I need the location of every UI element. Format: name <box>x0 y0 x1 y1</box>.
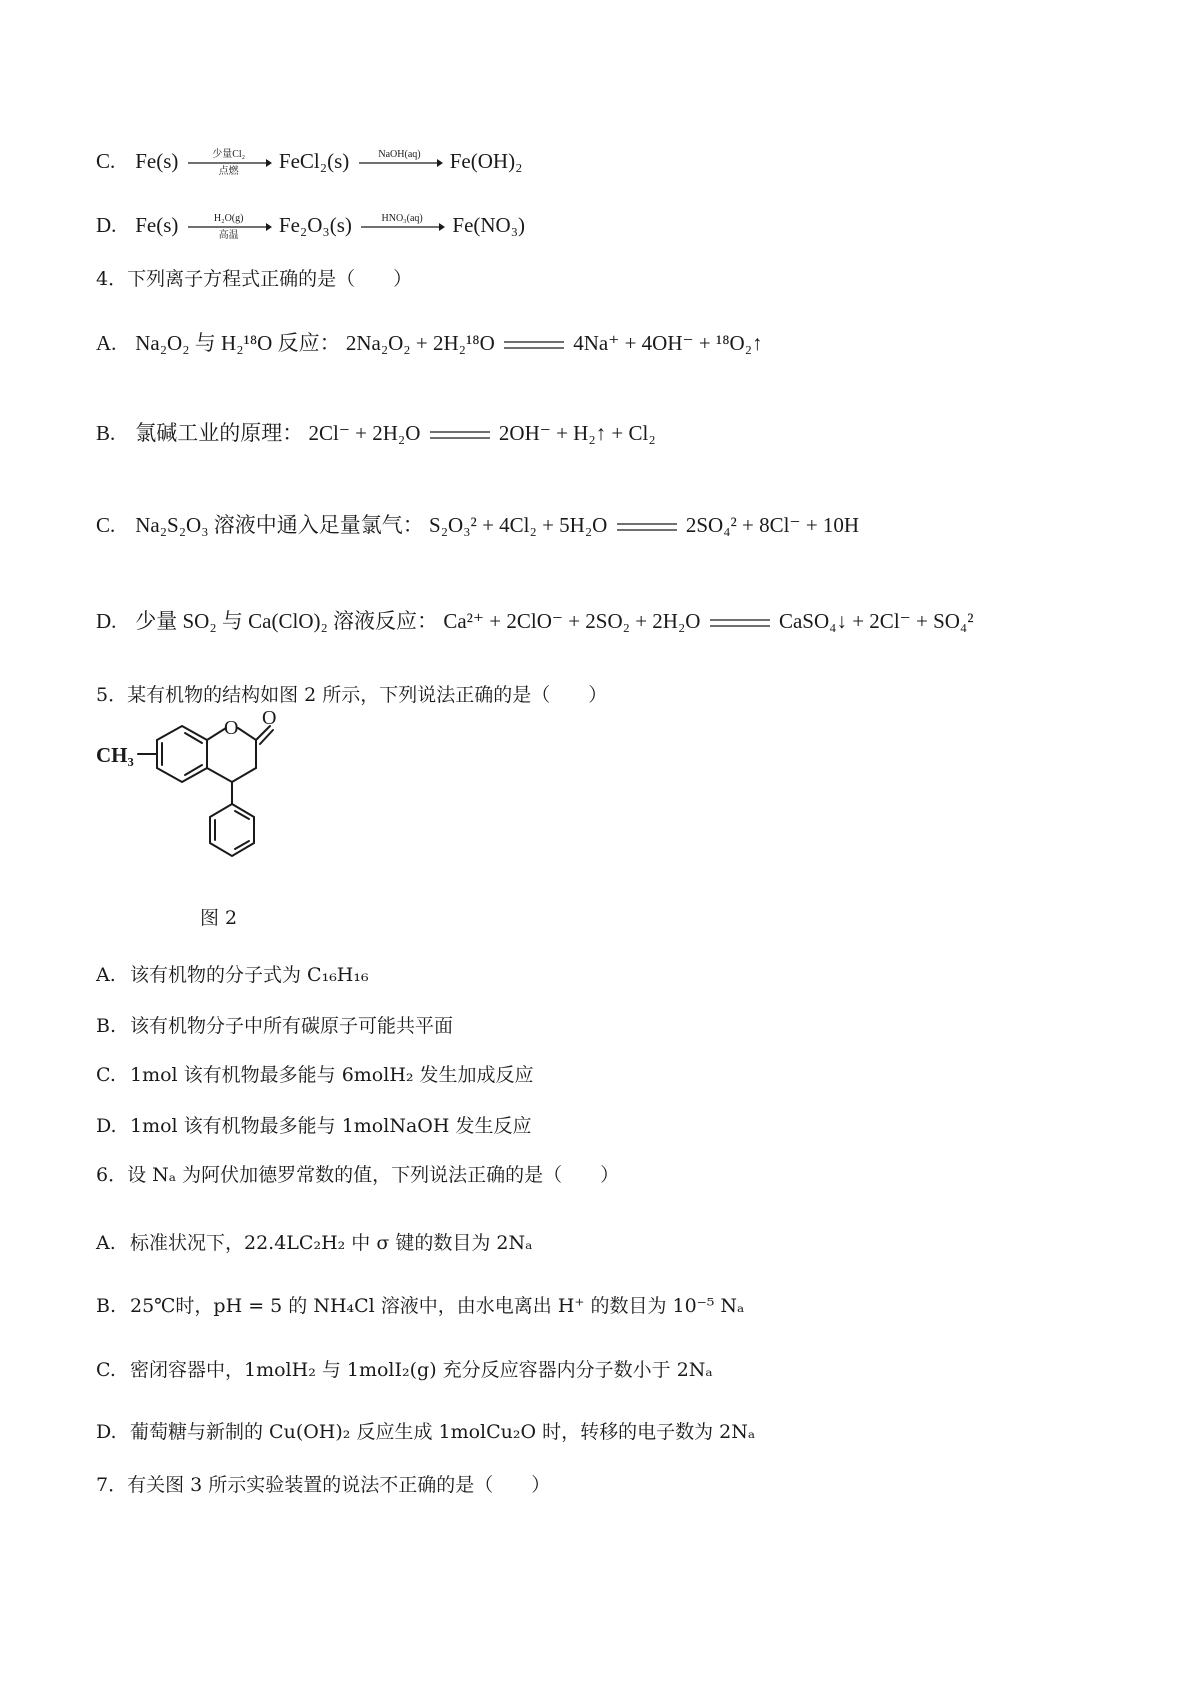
option-text: Na₂S₂O₃ 溶液中通入足量氯气： <box>135 513 424 537</box>
equation-lhs: S₂O₃² + 4Cl₂ + 5H₂O <box>429 513 608 537</box>
methyl-label: CH₃ <box>96 743 134 767</box>
reaction-arrow <box>186 212 272 242</box>
q5-option-d <box>96 1111 531 1141</box>
option-text: 1mol 该有机物最多能与 6molH₂ 发生加成反应 <box>130 1064 534 1086</box>
option-text: 该有机物的分子式为 C₁₆H₁₆ <box>130 964 369 986</box>
equals-sign-icon <box>708 617 772 629</box>
equation-rhs: 2OH⁻ + H₂↑ + Cl₂ <box>498 421 656 445</box>
option-text: 标准状况下，22.4LC₂H₂ 中 σ 键的数目为 2Nₐ <box>130 1232 533 1254</box>
option-label: D. <box>96 1115 117 1137</box>
arrow-condition-above: H₂O(g) <box>213 213 244 225</box>
equation-lhs: 2Cl⁻ + 2H₂O <box>308 421 421 445</box>
option-label: D. <box>96 1421 117 1443</box>
q6-option-c <box>96 1355 713 1385</box>
option-text: 少量 SO₂ 与 Ca(ClO)₂ 溶液反应： <box>135 609 439 633</box>
product: Fe(NO₃) <box>452 213 526 237</box>
reaction-arrow <box>186 148 272 178</box>
q3-option-c <box>96 146 522 178</box>
q4-option-c <box>96 510 859 540</box>
q6-stem: 6．设 Nₐ 为阿伏加德罗常数的值，下列说法正确的是（ ） <box>96 1164 620 1186</box>
option-label: A. <box>96 331 117 355</box>
option-label: D. <box>96 213 117 237</box>
q4-stem: 4．下列离子方程式正确的是（ ） <box>96 268 413 290</box>
option-label: B. <box>96 1015 117 1037</box>
q5-option-c <box>96 1060 534 1090</box>
option-label: C. <box>96 1064 116 1086</box>
option-text: 1mol 该有机物最多能与 1molNaOH 发生反应 <box>130 1115 532 1137</box>
equation-lhs: Ca²⁺ + 2ClO⁻ + 2SO₂ + 2H₂O <box>443 609 701 633</box>
option-label: C. <box>96 513 116 537</box>
q5-option-b <box>96 1011 453 1041</box>
option-text: 25℃时，pH = 5 的 NH₄Cl 溶液中，由水电离出 H⁺ 的数目为 10⁻⁵ Nₐ <box>130 1295 745 1317</box>
reaction-arrow <box>357 148 443 178</box>
option-label: C. <box>96 149 116 173</box>
figure-caption: 图 2 <box>200 907 238 929</box>
option-text: 氯碱工业的原理： <box>135 421 304 445</box>
reactant: Fe(s) <box>135 149 179 173</box>
option-label: C. <box>96 1359 116 1381</box>
q6-option-a <box>96 1228 532 1258</box>
option-text: 葡萄糖与新制的 Cu(OH)₂ 反应生成 1molCu₂O 时，转移的电子数为 2Nₐ <box>130 1421 756 1443</box>
q3-option-d <box>96 210 525 242</box>
arrow-condition-above: HNO₃(aq) <box>381 213 423 225</box>
arrow-icon <box>357 148 443 178</box>
q4-option-b <box>96 418 656 448</box>
option-label: A. <box>96 964 116 986</box>
intermediate: FeCl₂(s) <box>278 149 350 173</box>
option-text: 密闭容器中，1molH₂ 与 1molI₂(g) 充分反应容器内分子数小于 2Nₐ <box>130 1359 713 1381</box>
option-label: B. <box>96 421 116 445</box>
arrow-condition-below: 高温 <box>218 230 239 242</box>
q7-stem: 7．有关图 3 所示实验装置的说法不正确的是（ ） <box>96 1474 551 1496</box>
equals-sign-icon <box>502 339 566 351</box>
reaction-arrow <box>359 212 445 242</box>
option-label: B. <box>96 1295 117 1317</box>
q5-option-a <box>96 960 369 990</box>
ring-oxygen-label: O <box>224 717 239 739</box>
equals-sign-icon <box>428 429 492 441</box>
option-text: Na₂O₂ 与 H₂¹⁸O 反应： <box>135 331 341 355</box>
equation-rhs: CaSO₄↓ + 2Cl⁻ + SO₄² <box>778 609 974 633</box>
arrow-condition-above: 少量Cl₂ <box>212 149 246 161</box>
reactant: Fe(s) <box>135 213 179 237</box>
q5-stem: 5．某有机物的结构如图 2 所示，下列说法正确的是（ ） <box>96 684 608 706</box>
arrow-icon <box>359 212 445 242</box>
equation-rhs: 2SO₄² + 8Cl⁻ + 10H <box>685 513 860 537</box>
product: Fe(OH)₂ <box>449 149 523 173</box>
q6-option-b <box>96 1291 744 1321</box>
q4-option-d <box>96 606 974 636</box>
structure-figure <box>96 706 276 906</box>
arrow-condition-above: NaOH(aq) <box>378 149 421 161</box>
carbonyl-oxygen-label: O <box>262 707 276 729</box>
q4-option-a <box>96 328 763 358</box>
option-text: 该有机物分子中所有碳原子可能共平面 <box>130 1015 454 1037</box>
equation-lhs: 2Na₂O₂ + 2H₂¹⁸O <box>345 331 495 355</box>
option-label: A. <box>96 1232 116 1254</box>
arrow-condition-below: 点燃 <box>218 166 239 178</box>
equals-sign-icon <box>615 521 679 533</box>
option-label: D. <box>96 609 117 633</box>
q6-option-d <box>96 1417 755 1447</box>
molecular-structure-icon <box>96 706 276 906</box>
equation-rhs: 4Na⁺ + 4OH⁻ + ¹⁸O₂↑ <box>573 331 763 355</box>
intermediate: Fe₂O₃(s) <box>278 213 352 237</box>
